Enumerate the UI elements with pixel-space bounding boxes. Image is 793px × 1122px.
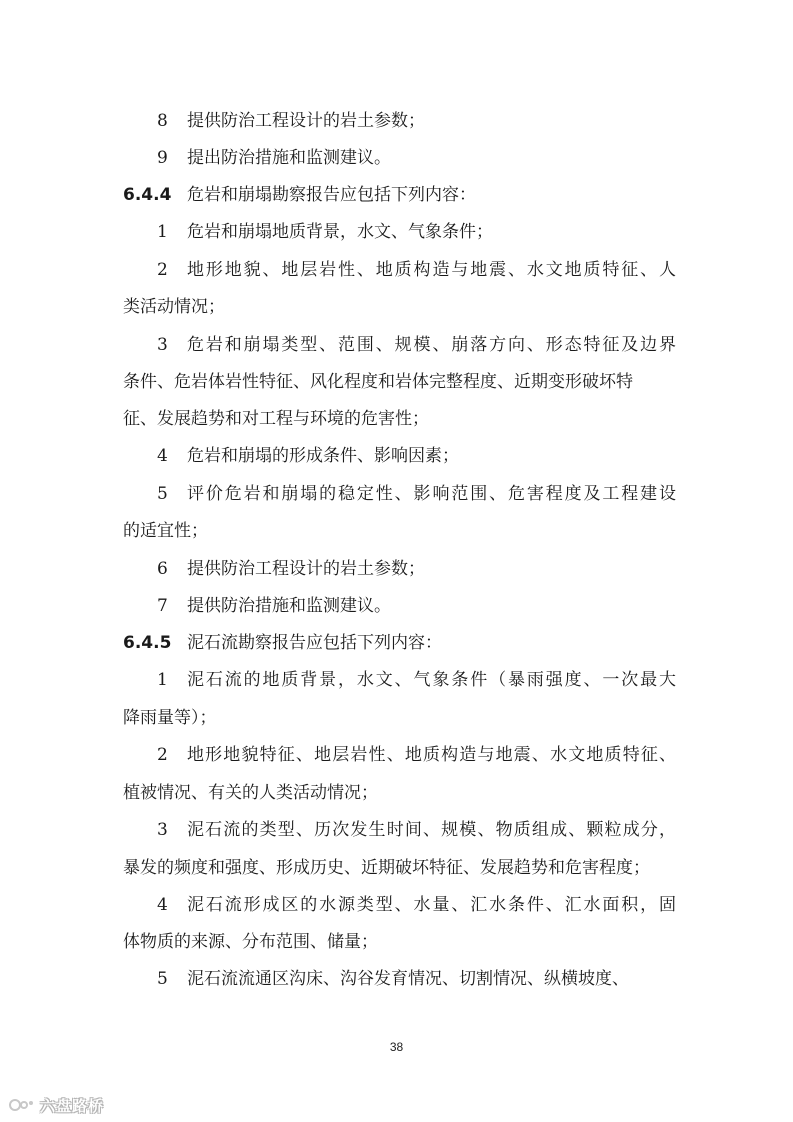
list-item-continuation: 征、发展趋势和对工程与环境的危害性；	[123, 409, 429, 429]
list-item-number: 5	[157, 484, 168, 504]
list-item-continuation: 条件、危岩体岩性特征、风化程度和岩体完整程度、近期变形破坏特	[123, 372, 633, 392]
section-number: 6.4.5	[123, 633, 172, 653]
text-line	[0, 516, 793, 546]
list-item-text: 危岩和崩塌类型、范围、规模、崩落方向、形态特征及边界	[187, 335, 676, 355]
list-item-number: 4	[157, 895, 168, 915]
list-item-number: 3	[157, 820, 168, 840]
list-item-number: 9	[157, 148, 168, 168]
list-item-text: 地形地貌特征、地层岩性、地质构造与地震、水文地质特征、	[187, 745, 676, 765]
list-item-number: 7	[157, 596, 168, 616]
list-item-continuation: 体物质的来源、分布范围、储量；	[123, 932, 378, 952]
text-line	[0, 441, 793, 471]
list-item-text: 泥石流流通区沟床、沟谷发育情况、切割情况、纵横坡度、	[187, 969, 629, 989]
list-item-text: 提供防治措施和监测建议。	[187, 596, 391, 616]
text-line	[0, 890, 793, 920]
list-item-number: 4	[157, 446, 168, 466]
list-item-text: 泥石流的地质背景，水文、气象条件（暴雨强度、一次最大	[187, 670, 676, 690]
text-line	[0, 292, 793, 322]
text-line	[0, 853, 793, 883]
text-line	[0, 815, 793, 845]
text-line	[0, 404, 793, 434]
text-line	[0, 665, 793, 695]
list-item-number: 5	[157, 969, 168, 989]
list-item-continuation: 类活动情况；	[123, 297, 225, 317]
list-item-text: 危岩和崩塌地质背景，水文、气象条件；	[187, 222, 493, 242]
text-line	[0, 778, 793, 808]
text-line	[0, 740, 793, 770]
text-line	[0, 106, 793, 136]
text-line	[0, 255, 793, 285]
text-line	[0, 143, 793, 173]
text-line	[0, 479, 793, 509]
list-item-continuation: 暴发的频度和强度、形成历史、近期破坏特征、发展趋势和危害程度；	[123, 858, 650, 878]
text-line	[0, 927, 793, 957]
list-item-text: 提供防治工程设计的岩土参数；	[187, 559, 425, 579]
list-item-continuation: 的适宜性；	[123, 521, 208, 541]
list-item-number: 2	[157, 260, 168, 280]
watermark	[8, 1094, 104, 1116]
text-line	[0, 628, 793, 658]
text-line	[0, 330, 793, 360]
text-line	[0, 591, 793, 621]
list-item-number: 6	[157, 559, 168, 579]
list-item-number: 1	[157, 222, 168, 242]
text-line	[0, 964, 793, 994]
list-item-number: 3	[157, 335, 168, 355]
text-line	[0, 367, 793, 397]
list-item-text: 提供防治工程设计的岩土参数；	[187, 111, 425, 131]
section-heading-text: 危岩和崩塌勘察报告应包括下列内容：	[187, 185, 476, 205]
list-item-text: 泥石流的类型、历次发生时间、规模、物质组成、颗粒成分，	[187, 820, 676, 840]
list-item-continuation: 植被情况、有关的人类活动情况；	[123, 783, 378, 803]
list-item-continuation: 降雨量等）；	[123, 708, 217, 728]
section-heading-text: 泥石流勘察报告应包括下列内容：	[187, 633, 442, 653]
text-line	[0, 217, 793, 247]
list-item-text: 泥石流形成区的水源类型、水量、汇水条件、汇水面积，固	[187, 895, 676, 915]
section-number: 6.4.4	[123, 185, 172, 205]
watermark-text: 六盘路桥	[40, 1096, 105, 1115]
list-item-text: 评价危岩和崩塌的稳定性、影响范围、危害程度及工程建设	[187, 484, 676, 504]
list-item-number: 2	[157, 745, 168, 765]
text-line	[0, 180, 793, 210]
list-item-text: 提出防治措施和监测建议。	[187, 148, 391, 168]
text-line	[0, 554, 793, 584]
page-number: 38	[389, 1040, 404, 1054]
list-item-text: 地形地貌、地层岩性、地质构造与地震、水文地质特征、人	[187, 260, 676, 280]
watermark-logo-icon	[8, 1097, 36, 1113]
list-item-text: 危岩和崩塌的形成条件、影响因素；	[187, 446, 459, 466]
list-item-number: 1	[157, 670, 168, 690]
text-line	[0, 703, 793, 733]
list-item-number: 8	[157, 111, 168, 131]
